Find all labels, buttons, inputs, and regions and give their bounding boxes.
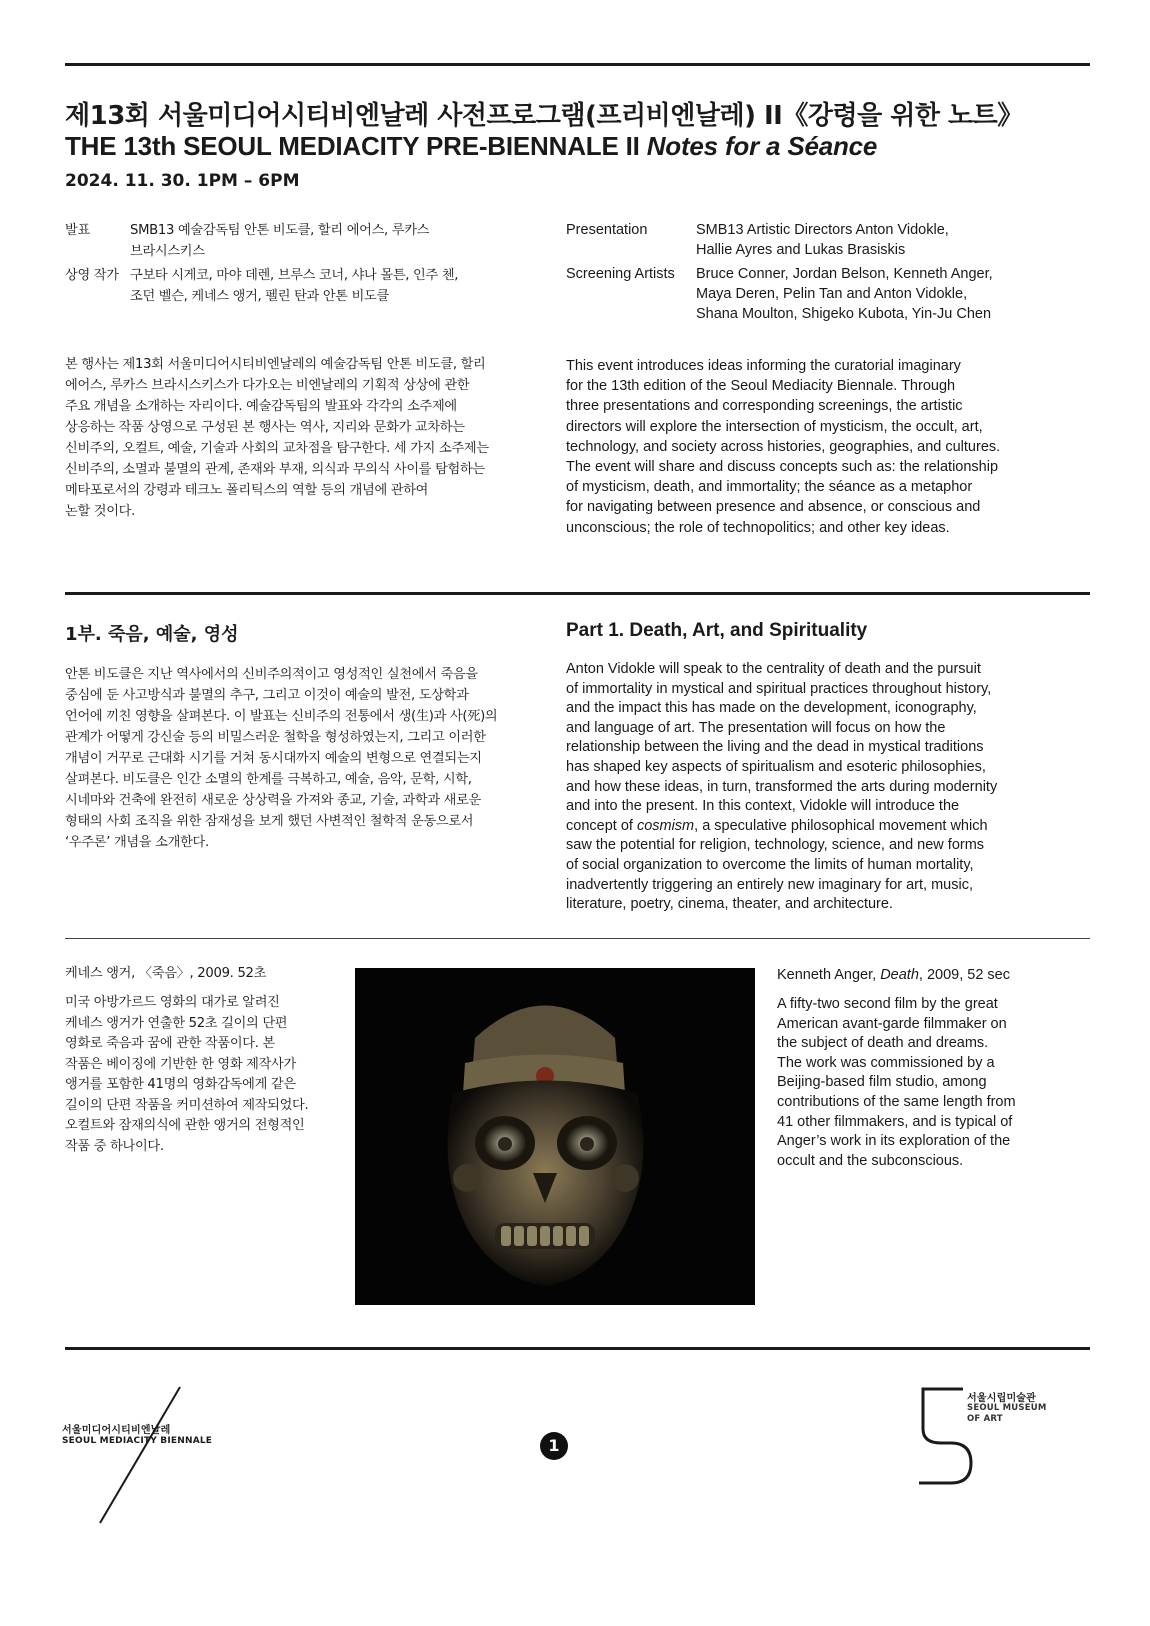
film-en-paragraph	[777, 995, 1077, 1171]
part1-ko-line: 시네마와 건축에 완전히 새로운 상상력을 가져와 종교, 기술, 과학과 새로운	[65, 793, 481, 808]
film-en-line: A fifty-two second film by the great	[777, 996, 998, 1012]
part1-en-line: literature, poetry, cinema, theater, and architecture.	[566, 896, 893, 913]
part1-en-line: relationship between the living and the dead in mystical traditions	[566, 739, 984, 756]
intro-ko-line: 주요 개념을 소개하는 자리이다. 예술감독팀의 발표와 각각의 소주제에	[65, 399, 457, 414]
sema-logo-en2: OF ART	[967, 1414, 1003, 1424]
smb-logo-ko: 서울미디어시티비엔날레	[62, 1425, 171, 1436]
meta-ko-artists-line1: 구보타 시게코, 마야 데렌, 브루스 코너, 샤나 몰튼, 인주 첸,	[130, 268, 459, 283]
film-rule	[65, 938, 1090, 939]
meta-en-artists-line1: Bruce Conner, Jordan Belson, Kenneth Anger,	[696, 266, 993, 282]
sema-logo-ko: 서울시립미술관	[967, 1393, 1037, 1404]
part1-en-line: of social organization to overcome the limits of human mortality,	[566, 856, 974, 873]
part1-en-line-cosmism	[566, 817, 1086, 837]
smb-logo-en: SEOUL MEDIACITY BIENNALE	[62, 1436, 213, 1446]
film-en-line: The work was commissioned by a	[777, 1054, 995, 1071]
film-caption-ko: 케네스 앵거, 〈죽음〉, 2009. 52초	[65, 966, 267, 981]
intro-ko-line: 본 행사는 제13회 서울미디어시티비엔날레의 예술감독팀 안톤 비도클, 할리	[65, 357, 486, 372]
skull-mask-illustration	[355, 968, 755, 1305]
event-date: 2024. 11. 30. 1PM – 6PM	[65, 171, 300, 191]
intro-ko-line: 상응하는 작품 상영으로 구성된 본 행사는 역사, 지리와 문화가 교차하는	[65, 420, 465, 435]
cosmism-pre: concept of	[566, 817, 637, 834]
film-en-line: occult and the subconscious.	[777, 1152, 964, 1169]
film-caption-en	[777, 965, 1010, 985]
part1-en-line: and the impact this has made on the development, iconography,	[566, 700, 977, 717]
title-english-italic: Notes for a Séance	[646, 131, 878, 161]
part1-ko-line: 개념이 거꾸로 근대화 시기를 거쳐 동시대까지 예술의 변형으로 연결되는지	[65, 751, 482, 766]
title-english-main: THE 13th SEOUL MEDIACITY PRE-BIENNALE II	[65, 131, 647, 161]
smb-logo-slash-icon	[62, 1385, 222, 1525]
film-ko-line: 길이의 단편 작품을 커미션하여 제작되었다.	[65, 1097, 309, 1113]
film-en-line: Beijing-based film studio, among	[777, 1074, 987, 1091]
meta-ko-artists-line2: 조던 벨슨, 케네스 앵거, 펠린 탄과 안톤 비도클	[130, 289, 389, 304]
part1-ko-line: 안톤 비도클은 지난 역사에서의 신비주의적이고 영성적인 실천에서 죽음을	[65, 667, 478, 682]
intro-en-line: unconscious; the role of technopolitics; and other key ideas.	[566, 519, 950, 536]
meta-ko-artists	[65, 265, 535, 307]
intro-ko-paragraph	[65, 354, 535, 522]
intro-en-line: This event introduces ideas informing the curatorial imaginary	[566, 358, 961, 374]
intro-ko-line: 메타포로서의 강령과 테크노 폴리틱스의 역할 등의 개념에 관하여	[65, 483, 429, 498]
meta-ko-presentation-line1: SMB13 예술감독팀 안톤 비도클, 할리 에어스, 루카스	[130, 223, 430, 238]
film-ko-line: 영화로 죽음과 꿈에 관한 작품이다. 본	[65, 1036, 275, 1051]
film-ko-line: 작품은 베이징에 기반한 한 영화 제작사가	[65, 1056, 296, 1072]
film-en-line: Anger’s work in its exploration of the	[777, 1133, 1011, 1150]
part1-en-line: saw the potential for religion, technology, science, and new forms	[566, 837, 985, 854]
part1-en-line: and into the present. In this context, Vidokle will introduce the	[566, 798, 960, 815]
film-ko-line: 오컬트와 잠재의식에 관한 앵거의 전형적인	[65, 1118, 305, 1133]
intro-en-line: for the 13th edition of the Seoul Mediacity Biennale. Through	[566, 378, 956, 395]
film-caption-en-post: , 2009, 52 sec	[918, 967, 1010, 983]
part1-en-line: inadvertently triggering an entirely new imaginary for art, music,	[566, 876, 973, 893]
meta-en-artists-label: Screening Artists	[566, 266, 675, 282]
intro-en-line: The event will share and discuss concepts such as: the relationship	[566, 459, 999, 476]
film-ko-line: 케네스 앵거가 연출한 52초 길이의 단편	[65, 1015, 288, 1031]
title-korean: 제13회 서울미디어시티비엔날레 사전프로그램(프리비엔날레) II《강령을 위한 노트》	[65, 101, 1023, 131]
film-ko-paragraph	[65, 993, 345, 1157]
intro-en-line: directors will explore the intersection of mysticism, the occult, art,	[566, 418, 983, 435]
film-en-line: contributions of the same length from	[777, 1093, 1016, 1110]
intro-en-line: technology, and society across histories, geographies, and cultures.	[566, 438, 1001, 455]
film-ko-line: 작품 중 하나이다.	[65, 1138, 164, 1154]
sema-logo	[915, 1385, 1055, 1495]
film-caption-en-title: Death	[880, 967, 919, 983]
meta-ko-presentation-label: 발표	[65, 223, 90, 238]
part1-ko-paragraph	[65, 664, 540, 853]
part1-ko-line: 살펴본다. 비도클은 인간 소멸의 한계를 극복하고, 예술, 음악, 문학, 시학,	[65, 772, 472, 787]
meta-en-artists-line3: Shana Moulton, Shigeko Kubota, Yin-Ju Chen	[696, 306, 992, 322]
page-number: 1	[540, 1432, 568, 1460]
cosmism-post: , a speculative philosophical movement which	[694, 817, 988, 834]
part1-heading-ko: 1부. 죽음, 예술, 영성	[65, 624, 239, 645]
part1-ko-line: ‘우주론’ 개념을 소개한다.	[65, 835, 209, 850]
meta-ko-presentation	[65, 220, 535, 262]
part1-ko-line: 중심에 둔 사고방식과 불멸의 추구, 그리고 이것이 예술의 발전, 도상학과	[65, 688, 469, 703]
film-ko-line: 미국 아방가르드 영화의 대가로 알려진	[65, 995, 280, 1010]
film-caption-en-pre: Kenneth Anger,	[777, 967, 881, 983]
film-still-image	[355, 968, 755, 1305]
title-english	[65, 131, 877, 162]
part1-en-line: of immortality in mystical and spiritual practices throughout history,	[566, 680, 992, 697]
intro-ko-line: 신비주의, 소멸과 불멸의 관계, 존재와 부재, 의식과 무의식 사이를 탐험하는	[65, 462, 485, 477]
bottom-rule	[65, 1347, 1090, 1350]
part1-en-line: Anton Vidokle will speak to the centrality of death and the pursuit	[566, 661, 981, 677]
intro-ko-line: 에어스, 루카스 브라시스키스가 다가오는 비엔날레의 기획적 상상에 관한	[65, 378, 470, 393]
film-en-line: the subject of death and dreams.	[777, 1035, 989, 1052]
intro-en-line: for navigating between presence and absence, or conscious and	[566, 499, 981, 516]
film-en-line: American avant-garde filmmaker on	[777, 1015, 1007, 1032]
meta-en-artists	[566, 264, 1086, 326]
part1-ko-line: 언어에 끼친 영향을 살펴본다. 이 발표는 신비주의 전통에서 생(生)과 사(死)의	[65, 709, 498, 724]
intro-en-line: of mysticism, death, and immortality; the séance as a metaphor	[566, 479, 973, 496]
section-rule	[65, 592, 1090, 595]
meta-en-presentation-line2: Hallie Ayres and Lukas Brasiskis	[696, 242, 906, 258]
intro-ko-line: 신비주의, 오컬트, 예술, 기술과 사회의 교차점을 탐구한다. 세 가지 소주제는	[65, 441, 489, 456]
meta-ko-artists-label: 상영 작가	[65, 268, 119, 283]
part1-ko-line: 관계가 어떻게 강신술 등의 비밀스러운 철학을 형성하였는지, 그리고 이러한	[65, 730, 486, 745]
cosmism-word: cosmism	[636, 817, 695, 834]
part1-en-line: and language of art. The presentation will focus on how the	[566, 719, 946, 736]
part1-en-line: and how these ideas, in turn, transformed the arts during modernity	[566, 778, 998, 795]
part1-ko-line: 형태의 사회 조직을 위한 잠재성을 보게 했던 사변적인 철학적 운동으로서	[65, 814, 474, 829]
meta-en-presentation-label: Presentation	[566, 222, 648, 238]
meta-en-artists-line2: Maya Deren, Pelin Tan and Anton Vidokle,	[696, 286, 968, 302]
part1-en-paragraph	[566, 660, 1086, 915]
smb-logo	[62, 1385, 222, 1525]
intro-en-paragraph	[566, 356, 1086, 538]
top-rule	[65, 63, 1090, 66]
meta-en-presentation-line1: SMB13 Artistic Directors Anton Vidokle,	[696, 222, 949, 238]
meta-en-presentation	[566, 220, 1086, 262]
film-en-line: 41 other filmmakers, and is typical of	[777, 1113, 1013, 1130]
part1-heading-en: Part 1. Death, Art, and Spirituality	[566, 620, 868, 641]
intro-en-line: three presentations and corresponding screenings, the artistic	[566, 398, 963, 415]
intro-ko-line: 논할 것이다.	[65, 504, 135, 519]
film-ko-line: 앵거를 포함한 41명의 영화감독에게 같은	[65, 1077, 296, 1092]
meta-ko-presentation-line2: 브라시스키스	[130, 244, 205, 259]
sema-logo-en1: SEOUL MUSEUM	[967, 1403, 1047, 1413]
part1-en-line: has shaped key aspects of spiritualism and esoteric philosophies,	[566, 758, 986, 775]
